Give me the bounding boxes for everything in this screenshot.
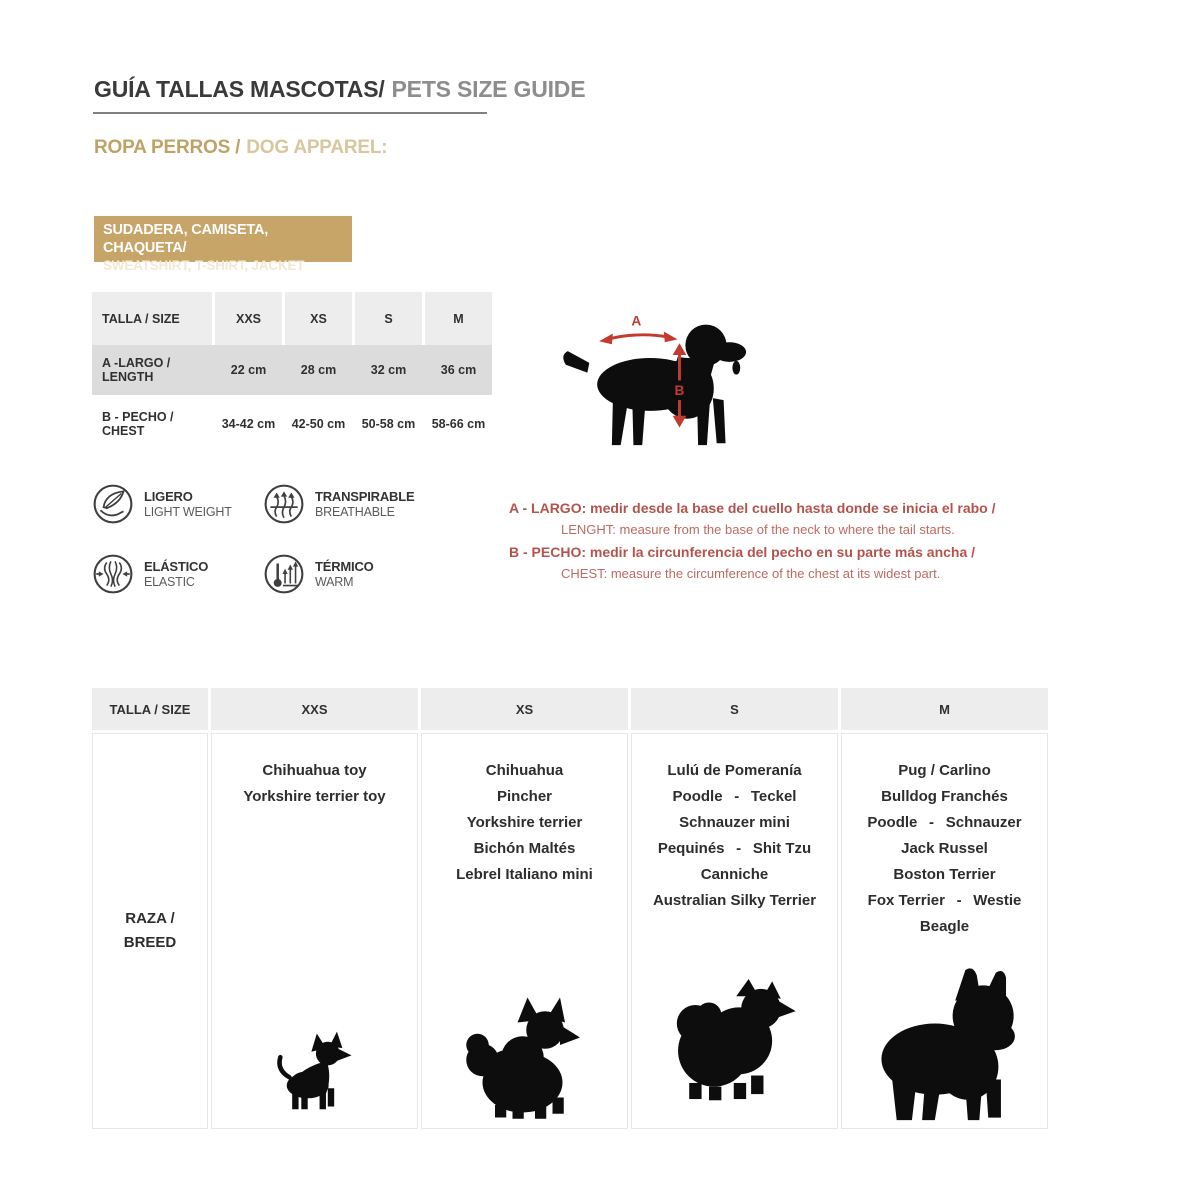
breed-item: Schnauzer mini <box>679 814 790 831</box>
apparel-subtitle-spanish: ROPA PERROS / <box>94 137 241 158</box>
length-xs-value: 28 cm <box>300 363 337 377</box>
thermal-icon <box>263 553 305 595</box>
breed-list-xs <box>422 734 627 888</box>
feature-elastic <box>92 553 208 595</box>
breed-row-label <box>92 733 208 1129</box>
breed-item: Australian Silky Terrier <box>652 892 817 909</box>
lightweight-icon <box>92 483 134 525</box>
size-measurements-table <box>92 292 492 452</box>
page-title-spanish: GUÍA TALLAS MASCOTAS/ <box>94 76 385 102</box>
header-cell-xs: XS <box>285 292 352 345</box>
breed-item: Yorkshire terrier <box>466 814 583 831</box>
note-length-english: LENGHT: measure from the base of the neck to where the tail starts. <box>561 522 955 537</box>
chest-xs-value: 42-50 cm <box>291 416 346 431</box>
note-chest-english: CHEST: measure the circumference of the chest at its widest part. <box>561 566 941 581</box>
breed-item: Poodle - Schnauzer <box>867 814 1022 831</box>
breed-header-m: M <box>841 688 1048 730</box>
chest-row-label: B - PECHO / CHEST <box>102 409 174 438</box>
breed-item: Pequinés - Shit Tzu <box>657 840 812 857</box>
breed-list-s <box>632 734 837 914</box>
pomeranian-silhouette <box>654 974 816 1104</box>
feature-title: TÉRMICO <box>315 558 374 574</box>
length-m-value: 36 cm <box>440 363 477 377</box>
chest-xxs-value: 34-42 cm <box>221 416 276 431</box>
chest-row <box>92 395 492 452</box>
breed-table-body-row <box>92 733 1048 1129</box>
breed-cell-m <box>841 733 1048 1129</box>
breed-header-xxs: XXS <box>211 688 418 730</box>
apparel-subtitle <box>94 137 387 159</box>
length-row <box>92 345 492 395</box>
breed-header-s: S <box>631 688 838 730</box>
page-title-english: PETS SIZE GUIDE <box>391 76 586 102</box>
length-arrowheads <box>599 314 677 345</box>
labrador-silhouette <box>556 306 752 453</box>
length-arrow <box>607 335 670 339</box>
breed-item: Poodle - Teckel <box>672 788 797 805</box>
breed-header-talla-size: TALLA / SIZE <box>92 688 208 730</box>
breed-cell-xxs <box>211 733 418 1129</box>
measure-notes <box>509 497 996 585</box>
breed-item: Pincher <box>496 788 553 805</box>
note-largo-spanish: A - LARGO: medir desde la base del cuello hasta donde se inicia el rabo / <box>509 500 996 516</box>
french-bulldog-silhouette <box>856 965 1034 1124</box>
breed-item: Lulú de Pomeranía <box>667 762 802 779</box>
header-cell-xxs: XXS <box>215 292 282 345</box>
category-box <box>94 216 352 273</box>
length-arrow-label: A <box>631 313 642 329</box>
breed-row-label-english: BREED <box>123 934 177 951</box>
elastic-icon <box>92 553 134 595</box>
feature-thermal <box>263 553 374 595</box>
long-haired-chihuahua-silhouette <box>450 995 600 1120</box>
breed-table-header-row <box>92 688 1048 730</box>
breed-item: Chihuahua toy <box>262 762 367 779</box>
chest-arrow-label: B <box>674 383 685 399</box>
page-title <box>94 76 585 103</box>
note-pecho-spanish: B - PECHO: medir la circunferencia del pecho en su parte más ancha / <box>509 544 976 560</box>
chest-s-value: 50-58 cm <box>361 416 416 431</box>
header-cell-m: M <box>425 292 492 345</box>
breed-item: Bichón Maltés <box>473 840 576 857</box>
apparel-subtitle-english: DOG APPAREL: <box>246 137 388 158</box>
breed-list-m <box>842 734 1047 940</box>
breathable-icon <box>263 483 305 525</box>
feature-title: LIGERO <box>144 488 193 504</box>
breed-cell-s <box>631 733 838 1129</box>
breed-item: Bulldog Franchés <box>881 788 1008 805</box>
feature-subtitle: WARM <box>315 574 354 589</box>
breed-item: Pug / Carlino <box>898 762 991 779</box>
chest-m-value: 58-66 cm <box>431 416 486 431</box>
breed-item: Jack Russel <box>901 840 988 857</box>
breed-item: Yorkshire terrier toy <box>243 788 386 805</box>
feature-subtitle: LIGHT WEIGHT <box>144 504 232 519</box>
size-table-header-row <box>92 292 492 345</box>
feature-title: TRANSPIRABLE <box>315 488 415 504</box>
dog-measure-diagram <box>556 306 752 453</box>
header-cell-talla-size: TALLA / SIZE <box>92 292 212 345</box>
category-line-english: SWEATSHIRT, T-SHIRT, JACKET <box>103 258 305 273</box>
feature-lightweight <box>92 483 232 525</box>
length-row-label: A -LARGO / LENGTH <box>102 356 171 384</box>
header-cell-s: S <box>355 292 422 345</box>
feature-breathable <box>263 483 414 525</box>
breed-item: Chihuahua <box>485 762 564 779</box>
breed-item: Fox Terrier - Westie <box>867 892 1022 909</box>
category-line-spanish: SUDADERA, CAMISETA, CHAQUETA/ <box>103 222 269 256</box>
feature-title: ELÁSTICO <box>144 558 209 574</box>
breed-item: Beagle <box>919 918 970 935</box>
length-xxs-value: 22 cm <box>230 363 267 377</box>
feature-subtitle: ELASTIC <box>144 574 195 589</box>
breed-row-label-spanish: RAZA / <box>125 910 175 927</box>
feature-subtitle: BREATHABLE <box>315 504 395 519</box>
chihuahua-toy-silhouette <box>267 1028 363 1112</box>
breed-size-table <box>92 688 1048 1129</box>
title-underline <box>93 112 487 114</box>
breed-list-xxs <box>212 734 417 810</box>
breed-item: Boston Terrier <box>893 866 996 883</box>
breed-item: Canniche <box>700 866 769 883</box>
length-s-value: 32 cm <box>370 363 407 377</box>
breed-cell-xs <box>421 733 628 1129</box>
breed-item: Lebrel Italiano mini <box>456 866 593 883</box>
breed-header-xs: XS <box>421 688 628 730</box>
